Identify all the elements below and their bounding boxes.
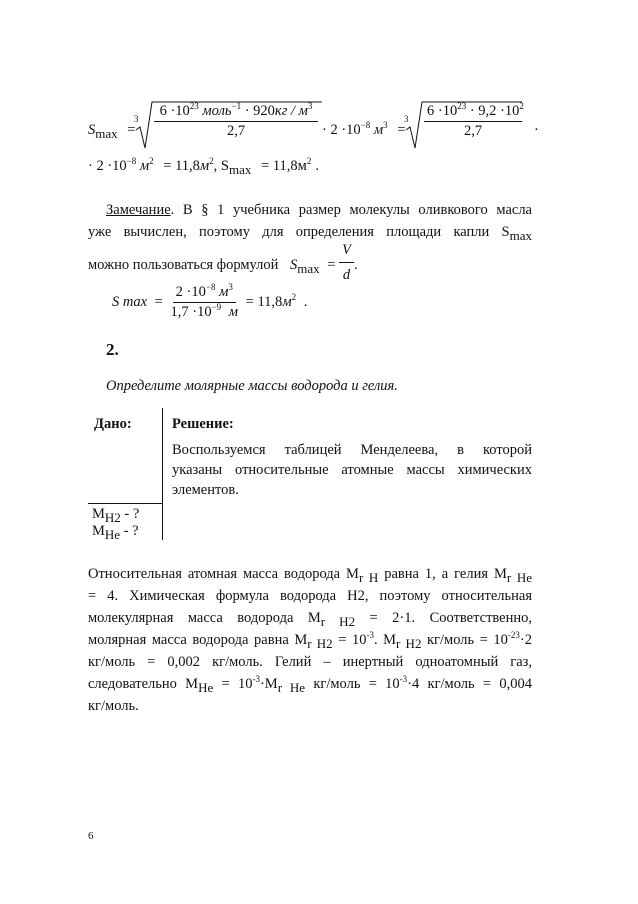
unit-m: м bbox=[282, 294, 292, 310]
s-max-subscript: max bbox=[229, 161, 252, 177]
denominator: 2,7 bbox=[463, 123, 483, 139]
problem-statement: Определите молярные массы водорода и гелия. bbox=[106, 378, 398, 394]
numerator-part: 6 ·10 bbox=[427, 103, 458, 119]
numerator-part: 2 ·10 bbox=[175, 284, 206, 300]
subscript: r H bbox=[358, 569, 379, 585]
body-line bbox=[88, 629, 532, 651]
given-solution-table bbox=[88, 408, 538, 540]
given-header: Дано: bbox=[94, 416, 132, 432]
s-max-symbol: , S bbox=[213, 158, 229, 174]
unit-m: м bbox=[219, 284, 229, 300]
equals-sign: = bbox=[397, 122, 406, 138]
subscript: r He bbox=[506, 569, 532, 585]
solution-text bbox=[172, 440, 532, 500]
remark-text: можно пользоваться формулой bbox=[88, 256, 279, 273]
equals-sign: = bbox=[327, 256, 336, 273]
subscript: r He bbox=[277, 679, 306, 695]
solution-line: Воспользуемся таблицей Менделеева, в которой bbox=[172, 442, 532, 458]
text-run: = 2·1. Соответственно, bbox=[355, 610, 532, 626]
solution-header: Решение: bbox=[172, 416, 234, 432]
period: . bbox=[353, 256, 358, 273]
period: . bbox=[303, 294, 308, 310]
text-run: ·2 bbox=[519, 632, 533, 648]
exponent: −1 bbox=[231, 101, 242, 112]
equals-sign: = bbox=[154, 294, 163, 310]
middle-factor bbox=[322, 122, 405, 139]
formula-smax-v-d-numeric bbox=[112, 284, 307, 321]
unit-m: м bbox=[139, 158, 150, 174]
s-max-subscript: max bbox=[95, 125, 118, 141]
text-run: = 10 bbox=[213, 676, 253, 692]
given-symbol: M bbox=[92, 523, 105, 539]
text-run: кг/моль = 10 bbox=[305, 676, 400, 692]
subscript: r H2 bbox=[320, 613, 356, 629]
s-max-subscript: max bbox=[509, 227, 532, 243]
superscript: -23 bbox=[507, 630, 520, 641]
text-run: Относительная атомная масса водорода M bbox=[88, 566, 359, 582]
body-line: кг/моль = 0,002 кг/моль. Гелий – инертный одноатомный газ, bbox=[88, 654, 532, 670]
text-run: = 10 bbox=[332, 632, 367, 648]
superscript: -3 bbox=[252, 674, 260, 685]
body-line bbox=[88, 607, 532, 629]
s-max-symbol: S max bbox=[112, 294, 148, 310]
text-run: молярная масса водорода равна M bbox=[88, 632, 308, 648]
given-unknown: - ? bbox=[120, 523, 139, 539]
given-symbol: M bbox=[92, 506, 105, 522]
text-run: кг/моль = 10 bbox=[421, 632, 508, 648]
body-paragraph bbox=[88, 563, 532, 717]
second-fraction bbox=[424, 103, 522, 140]
exponent: −8 bbox=[126, 156, 137, 167]
exponent: 23 bbox=[189, 101, 199, 112]
s-symbol: S bbox=[290, 256, 298, 273]
unit-m: м bbox=[228, 304, 239, 320]
numerator-part: · 9,2 ·10 bbox=[469, 103, 520, 119]
factor: · 2 ·10 bbox=[88, 158, 127, 174]
equals-sign: = bbox=[127, 122, 136, 138]
formula-s-v-over-d bbox=[290, 242, 358, 283]
exponent: 2 bbox=[306, 156, 312, 167]
text-run: равна 1, а гелия M bbox=[378, 566, 507, 582]
unit-mol: моль bbox=[202, 103, 232, 119]
body-line: кг/моль. bbox=[88, 698, 139, 714]
exponent: 3 bbox=[228, 282, 233, 293]
given-unknown: - ? bbox=[120, 506, 140, 522]
formula-result-line bbox=[88, 158, 319, 175]
s-max-symbol: S bbox=[88, 122, 96, 138]
numeric-fraction bbox=[170, 284, 238, 321]
superscript: -3 bbox=[399, 674, 408, 685]
remark-paragraph bbox=[88, 199, 532, 286]
remark-label: Замечание bbox=[106, 202, 171, 218]
table-divider-vertical bbox=[162, 408, 163, 540]
factor: · 2 ·10 bbox=[322, 122, 361, 138]
exponent: 2 bbox=[519, 101, 524, 112]
text-run: следовательно M bbox=[88, 676, 199, 692]
period: . bbox=[315, 158, 319, 174]
denominator: 2,7 bbox=[226, 123, 246, 139]
given-subscript: H2 bbox=[104, 509, 121, 525]
exponent: 2 bbox=[291, 292, 297, 303]
text-run: молекулярная масса водорода M bbox=[88, 610, 321, 626]
superscript: -3 bbox=[366, 630, 374, 641]
unit-kg-m: кг / м bbox=[274, 103, 308, 119]
given-item-mhe bbox=[92, 523, 139, 540]
page-number: 6 bbox=[88, 830, 94, 842]
exponent: 3 bbox=[307, 101, 313, 112]
subscript: r H2 bbox=[396, 635, 422, 651]
subscript: He bbox=[198, 679, 214, 695]
numerator-part: 6 ·10 bbox=[159, 103, 190, 119]
remark-text: уже вычислен, поэтому для определения площади капли S bbox=[88, 224, 510, 240]
subscript: r H2 bbox=[307, 635, 333, 651]
given-list bbox=[92, 506, 139, 540]
body-line bbox=[88, 673, 532, 695]
solution-line: элементов. bbox=[172, 482, 239, 498]
exponent: −8 bbox=[205, 282, 216, 293]
given-item-mh2 bbox=[92, 506, 139, 523]
denominator: d bbox=[342, 267, 351, 283]
solution-line: указаны относительные атомные массы химических bbox=[172, 462, 532, 478]
unit-m: м bbox=[199, 158, 210, 174]
exponent: 3 bbox=[383, 120, 388, 131]
body-line: = 4. Химическая формула водорода H2, поэтому относительная bbox=[88, 588, 532, 604]
numerator: V bbox=[339, 239, 354, 263]
text-run: . M bbox=[373, 632, 397, 648]
first-fraction bbox=[154, 103, 318, 140]
root-index: 3 bbox=[404, 114, 409, 124]
fraction-v-d bbox=[339, 239, 354, 286]
exponent: 2 bbox=[149, 156, 154, 167]
table-divider-horizontal bbox=[88, 503, 163, 504]
text-run: ·M bbox=[259, 676, 278, 692]
root-index: 3 bbox=[134, 114, 139, 124]
denominator-part: 1,7 ·10 bbox=[170, 304, 212, 320]
exponent: 23 bbox=[457, 101, 467, 112]
body-line bbox=[88, 563, 532, 585]
exponent: 2 bbox=[209, 156, 214, 167]
result-value: = 11,8 bbox=[245, 294, 283, 310]
result-value: = 11,8 bbox=[163, 158, 200, 174]
exponent: −8 bbox=[360, 120, 371, 131]
text-run: ·4 кг/моль = 0,004 bbox=[407, 676, 532, 692]
exponent: −9 bbox=[211, 302, 222, 313]
remark-text: . В § 1 учебника размер молекулы оливкового масла bbox=[170, 202, 532, 218]
unit-m: м bbox=[373, 122, 384, 138]
multiply-dot: · bbox=[534, 122, 539, 138]
numerator-part: · 920 bbox=[244, 103, 275, 119]
given-subscript: He bbox=[104, 526, 121, 542]
problem-number: 2. bbox=[106, 340, 119, 359]
result-value: = 11,8м bbox=[261, 158, 307, 174]
s-max-subscript: max bbox=[297, 260, 320, 276]
